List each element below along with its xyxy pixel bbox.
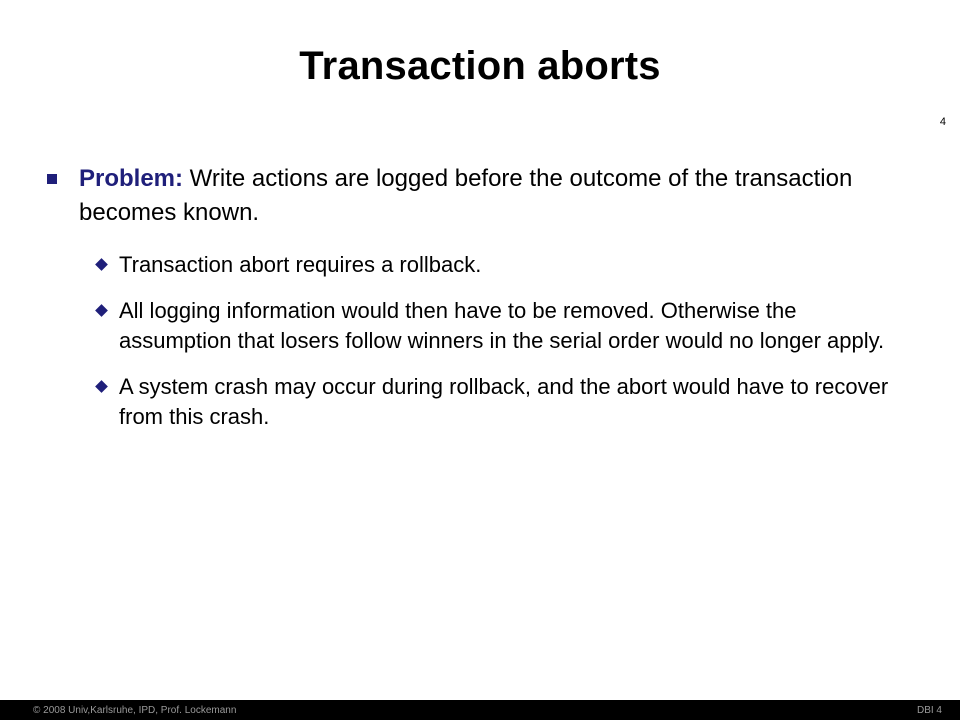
footer-bar xyxy=(0,700,960,720)
slide-page-number: 4 xyxy=(939,116,946,128)
sub-bullet-item xyxy=(119,372,889,432)
sub-bullet-text: A system crash may occur during rollback, and the abort would have to recover from this crash. xyxy=(119,374,889,429)
square-bullet-icon xyxy=(47,174,57,184)
slide-title: Transaction aborts xyxy=(299,44,661,88)
problem-label: Problem: xyxy=(79,165,184,192)
slide-content xyxy=(0,162,960,432)
footer-copyright: © 2008 Univ,Karlsruhe, IPD, Prof. Lockemann xyxy=(33,705,237,716)
main-bullet-text: Write actions are logged before the outcome of the transaction becomes known. xyxy=(79,165,853,226)
sub-bullet-item xyxy=(119,250,889,280)
main-bullet-item xyxy=(79,162,879,230)
diamond-bullet-icon xyxy=(95,258,108,271)
diamond-bullet-icon xyxy=(95,380,108,393)
sub-bullet-item xyxy=(119,296,889,356)
footer-course-code: DBI 4 xyxy=(916,705,942,716)
sub-bullet-text: Transaction abort requires a rollback. xyxy=(119,252,482,277)
sub-bullet-text: All logging information would then have to be removed. Otherwise the assumption that losers follow winners in the serial order would no longer apply. xyxy=(119,298,885,353)
diamond-bullet-icon xyxy=(95,304,108,317)
